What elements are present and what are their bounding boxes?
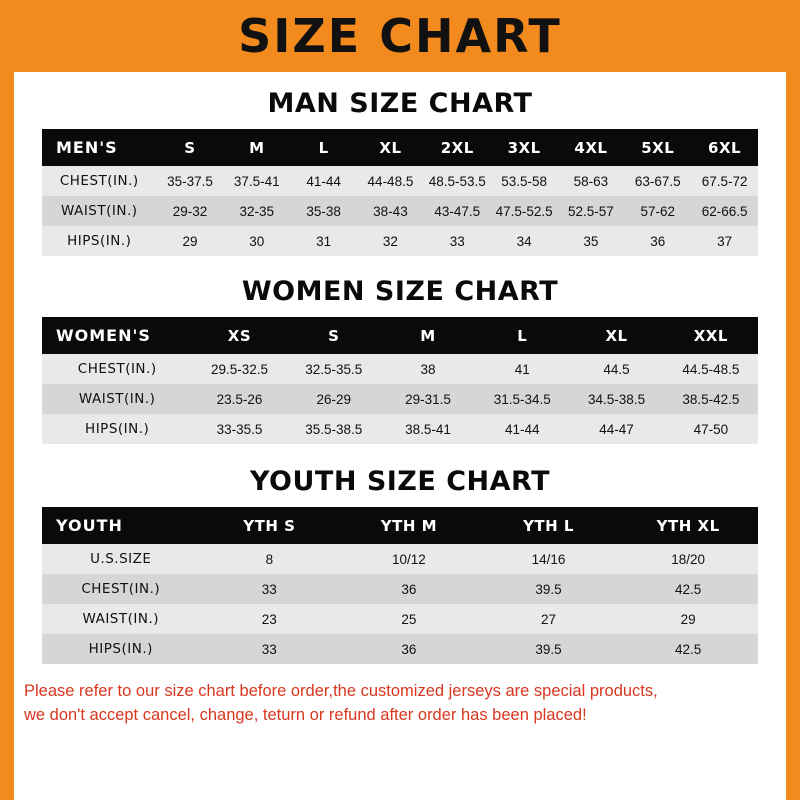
women-size-table [42, 317, 758, 444]
women-row0-col4: 41 [514, 361, 530, 377]
men-table-head [42, 129, 758, 166]
women-row1-label: WAIST(IN.) [78, 391, 156, 407]
men-row0-col4: 44-48.5 [367, 173, 414, 189]
men-row0-col9: 67.5-72 [701, 173, 748, 189]
women-row0-col6: 44.5-48.5 [682, 361, 740, 377]
banner [0, 0, 800, 72]
youth-row2-col3: 27 [541, 611, 557, 627]
men-size-table [42, 129, 758, 256]
men-row2-col2: 30 [249, 233, 265, 249]
youth-header-cell-0: YOUTH [56, 516, 123, 535]
youth-row3-col1: 33 [261, 641, 277, 657]
order-notice-line-2: we don't accept cancel, change, teturn or refund after order has been placed! [24, 705, 587, 724]
women-header-cell-5: XL [605, 326, 628, 345]
women-row1-col3: 29-31.5 [405, 391, 451, 407]
youth-header-cell-4: YTH XL [656, 516, 720, 535]
youth-row1-label: CHEST(IN.) [81, 581, 161, 597]
men-row1-col2: 32-35 [239, 203, 275, 219]
youth-row0-col1: 8 [265, 551, 274, 567]
youth-row1-col3: 39.5 [535, 581, 562, 597]
women-row1-col1: 23.5-26 [216, 391, 263, 407]
youth-row3-col4: 42.5 [675, 641, 702, 657]
men-row1-col7: 52.5-57 [568, 203, 614, 219]
women-header-cell-1: XS [227, 326, 252, 345]
men-row2-label: HIPS(IN.) [67, 233, 132, 249]
youth-row2-col4: 29 [680, 611, 696, 627]
men-row1-label: WAIST(IN.) [60, 203, 138, 219]
table-row [42, 354, 758, 384]
youth-row0-col2: 10/12 [392, 551, 426, 567]
table-row [42, 414, 758, 444]
youth-row1-col2: 36 [401, 581, 417, 597]
men-row1-col1: 29-32 [172, 203, 208, 219]
table-row [42, 574, 758, 604]
women-row0-col2: 32.5-35.5 [305, 361, 363, 377]
women-row2-col1: 33-35.5 [216, 421, 263, 437]
men-row1-col4: 38-43 [373, 203, 408, 219]
men-header-cell-7: 4XL [574, 138, 608, 157]
youth-row0-col4: 18/20 [671, 551, 706, 567]
women-row0-col1: 29.5-32.5 [210, 361, 269, 377]
youth-row2-col1: 23 [261, 611, 277, 627]
men-row1-col9: 62-66.5 [701, 203, 748, 219]
women-header-cell-2: S [328, 326, 340, 345]
men-row0-col8: 63-67.5 [634, 173, 681, 189]
men-row0-col7: 58-63 [573, 173, 609, 189]
women-row1-col2: 26-29 [316, 391, 352, 407]
women-row2-col3: 38.5-41 [405, 421, 451, 437]
table-row [42, 196, 758, 226]
women-header-cell-0: WOMEN'S [56, 326, 151, 345]
men-header-cell-9: 6XL [708, 138, 742, 157]
men-header-row [42, 129, 758, 166]
women-row2-col5: 44-47 [599, 421, 634, 437]
women-section-title: WOMEN SIZE CHART [241, 276, 559, 307]
youth-header-cell-3: YTH L [523, 516, 574, 535]
youth-header-cell-2: YTH M [380, 516, 438, 535]
youth-table-head [42, 507, 758, 544]
women-header-cell-6: XXL [693, 326, 728, 345]
table-row [42, 384, 758, 414]
men-header-cell-4: XL [379, 138, 402, 157]
youth-row0-label: U.S.SIZE [90, 551, 152, 567]
table-row [42, 634, 758, 664]
men-row0-col2: 37.5-41 [233, 173, 280, 189]
women-row1-col6: 38.5-42.5 [682, 391, 740, 407]
men-row1-col5: 43-47.5 [434, 203, 481, 219]
women-header-cell-3: M [420, 326, 436, 345]
men-row2-col6: 34 [516, 233, 532, 249]
men-row1-col8: 57-62 [640, 203, 676, 219]
men-table-body [42, 166, 758, 256]
youth-section [14, 466, 786, 664]
men-header-cell-1: S [184, 138, 196, 157]
women-section [14, 276, 786, 444]
youth-table-body [42, 544, 758, 664]
youth-row3-col2: 36 [401, 641, 417, 657]
women-table-head [42, 317, 758, 354]
men-section-title: MAN SIZE CHART [267, 88, 533, 119]
youth-row0-col3: 14/16 [531, 551, 566, 567]
women-row0-col3: 38 [420, 361, 436, 377]
men-row2-col8: 36 [650, 233, 666, 249]
men-header-cell-5: 2XL [440, 138, 474, 157]
order-notice-line-1: Please refer to our size chart before order,the customized jerseys are special products, [24, 682, 658, 700]
women-row2-col4: 41-44 [505, 421, 540, 437]
youth-header-row [42, 507, 758, 544]
men-row0-col6: 53.5-58 [501, 173, 547, 189]
men-section [14, 88, 786, 256]
women-row2-col2: 35.5-38.5 [305, 421, 363, 437]
men-row2-col7: 35 [583, 233, 599, 249]
men-header-cell-6: 3XL [507, 138, 541, 157]
banner-title: SIZE CHART [238, 9, 562, 63]
youth-row2-label: WAIST(IN.) [82, 611, 160, 627]
youth-size-table [42, 507, 758, 664]
men-row2-col9: 37 [717, 233, 733, 249]
table-row [42, 544, 758, 574]
men-header-cell-3: L [318, 138, 329, 157]
youth-row3-label: HIPS(IN.) [88, 641, 153, 657]
table-row [42, 226, 758, 256]
men-row0-col3: 41-44 [306, 173, 341, 189]
men-row2-col1: 29 [182, 233, 198, 249]
youth-row2-col2: 25 [401, 611, 417, 627]
men-row2-col5: 33 [449, 233, 465, 249]
women-row2-label: HIPS(IN.) [85, 421, 150, 437]
men-row2-col4: 32 [382, 233, 398, 249]
men-row1-col3: 35-38 [306, 203, 341, 219]
youth-row1-col1: 33 [261, 581, 277, 597]
order-notice [24, 680, 776, 728]
table-row [42, 166, 758, 196]
men-header-cell-0: MEN'S [56, 138, 118, 157]
men-header-cell-8: 5XL [641, 138, 675, 157]
youth-header-cell-1: YTH S [243, 516, 296, 535]
youth-row1-col4: 42.5 [675, 581, 702, 597]
men-row1-col6: 47.5-52.5 [495, 203, 553, 219]
table-row [42, 604, 758, 634]
men-row2-col3: 31 [316, 233, 332, 249]
men-header-cell-2: M [249, 138, 265, 157]
women-row2-col6: 47-50 [693, 421, 729, 437]
youth-section-title: YOUTH SIZE CHART [249, 466, 551, 497]
youth-row3-col3: 39.5 [535, 641, 562, 657]
women-row0-label: CHEST(IN.) [77, 361, 157, 377]
women-row0-col5: 44.5 [603, 361, 630, 377]
women-row1-col4: 31.5-34.5 [493, 391, 551, 407]
men-row0-label: CHEST(IN.) [59, 173, 139, 189]
women-table-body [42, 354, 758, 444]
men-row0-col1: 35-37.5 [167, 173, 213, 189]
men-row0-col5: 48.5-53.5 [428, 173, 486, 189]
women-row1-col5: 34.5-38.5 [588, 391, 646, 407]
women-header-row [42, 317, 758, 354]
women-header-cell-4: L [517, 326, 528, 345]
